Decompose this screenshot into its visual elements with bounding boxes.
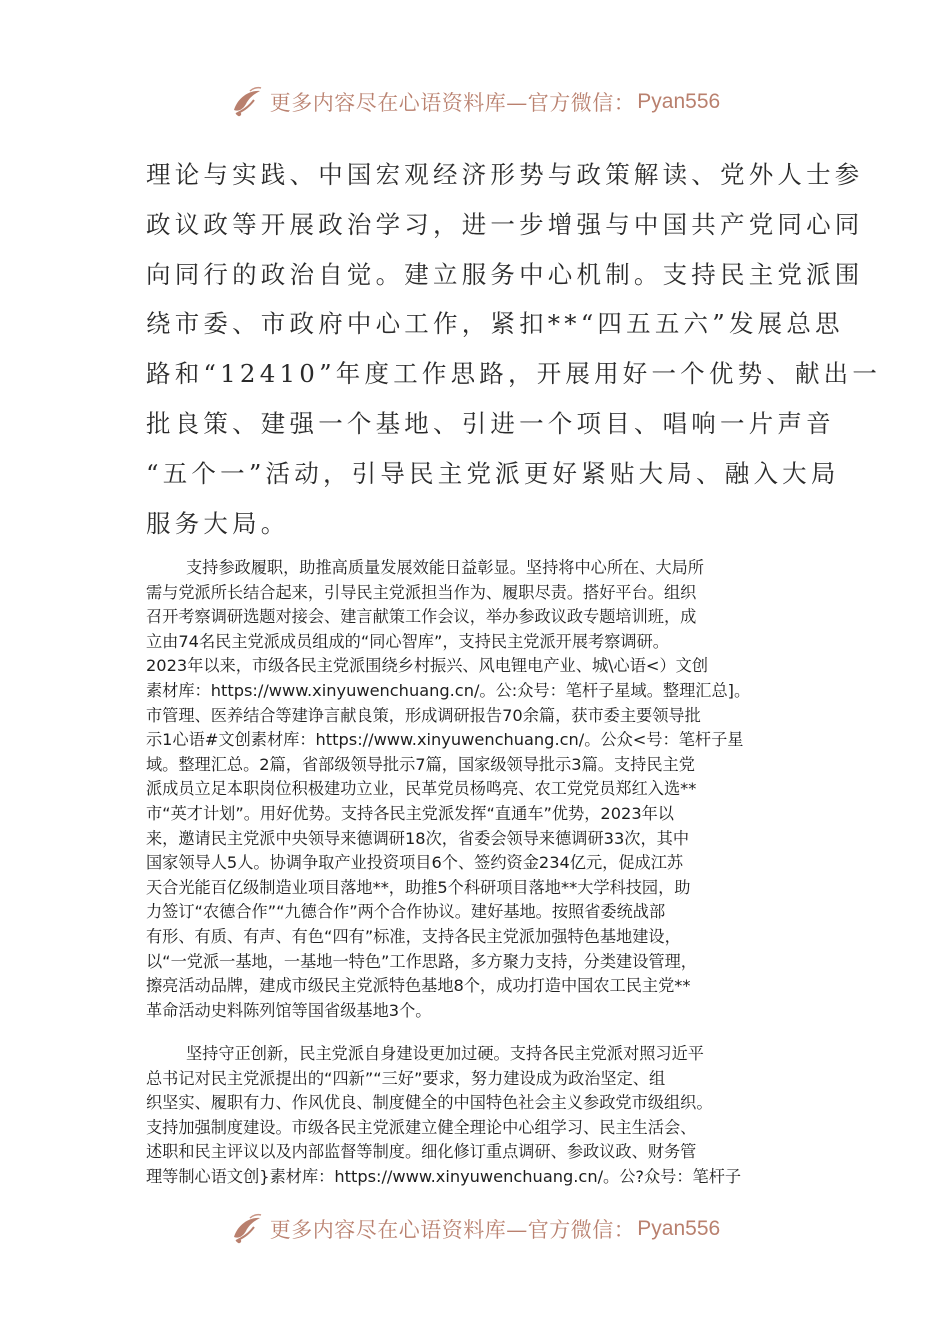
paragraph-line: 理等制心语文创}素材库：https://www.xinyuwenchuang.cn/。公?众号：笔杆子 — [146, 1166, 742, 1186]
paragraph-support-participation — [146, 556, 810, 1023]
pen-logo-icon — [230, 1212, 264, 1246]
paragraph-line: 域。整理汇总。2篇，省部级领导批示7篇，国家级领导批示3篇。支持民主党 — [146, 754, 695, 774]
paragraph-line: 需与党派所长结合起来，引导民主党派担当作为、履职尽责。搭好平台。组织 — [146, 582, 697, 602]
paragraph-line: 立由74名民主党派成员组成的“同心智库”，支持民主党派开展考察调研。 — [146, 631, 669, 651]
paragraph-self-building — [146, 1042, 810, 1190]
intro-line: 路和“12410”年度工作思路，开展用好一个优势、献出一 — [146, 359, 882, 389]
intro-block — [146, 150, 882, 548]
paragraph-line: 2023年以来，市级各民主党派围绕乡村振兴、风电锂电产业、城\心语<）文创 — [146, 656, 709, 676]
intro-line: 政议政等开展政治学习，进一步增强与中国共产党同心同 — [146, 209, 864, 239]
banner-text: 更多内容尽在心语资料库—官方微信： — [269, 1218, 636, 1242]
intro-line: “五个一”活动，引导民主党派更好紧贴大局、融入大局 — [146, 458, 840, 488]
intro-line: 理论与实践、中国宏观经济形势与政策解读、党外人士参 — [146, 160, 864, 189]
footer-banner — [0, 1209, 950, 1249]
paragraph-line: 国家领导人5人。协调争取产业投资项目6个、签约资金234亿元，促成江苏 — [146, 853, 684, 873]
banner-text: 更多内容尽在心语资料库—官方微信： — [269, 91, 636, 115]
paragraph-line: 素材库：https://www.xinyuwenchuang.cn/。公:众号：笔杆子星域。整理汇总]。 — [146, 680, 751, 700]
paragraph-line: 力签订“农德合作”“九德合作”两个合作协议。建好基地。按照省委统战部 — [146, 902, 666, 922]
paragraph-line: 示1心语#文创素材库：https://www.xinyuwenchuang.cn/。公众<号：笔杆子星 — [146, 730, 744, 750]
paragraph-line: 述职和民主评议以及内部监督等制度。细化修订重点调研、参政议政、财务管 — [146, 1142, 697, 1162]
paragraph-line: 织坚实、履职有力、作风优良、制度健全的中国特色社会主义参政党市级组织。 — [146, 1093, 713, 1113]
intro-line: 批良策、建强一个基地、引进一个项目、唱响一片声音 — [146, 408, 835, 438]
intro-line: 绕市委、市政府中心工作，紧扣**“四五五六”发展总思 — [146, 309, 844, 339]
paragraph-line: 召开考察调研选题对接会、建言献策工作会议，举办参政议政专题培训班，成 — [146, 607, 697, 627]
paragraph-line: 来，邀请民主党派中央领导来德调研18次，省委会领导来德调研33次，其中 — [146, 828, 690, 848]
paragraph-line: 市“英才计划”。用好优势。支持各民主党派发挥“直通车”优势，2023年以 — [146, 803, 674, 823]
paragraph-line: 支持参政履职，助推高质量发展效能日益彰显。坚持将中心所在、大局所 — [186, 558, 704, 577]
banner-wechat-id: Pyan556 — [637, 1217, 721, 1240]
paragraph-line: 有形、有质、有声、有色“四有”标准，支持各民主党派加强特色基地建设， — [146, 926, 681, 946]
paragraph-line: 坚持守正创新，民主党派自身建设更加过硬。支持各民主党派对照习近平 — [186, 1044, 704, 1063]
paragraph-line: 派成员立足本职岗位积极建功立业，民革党员杨鸣亮、农工党党员郑红入选** — [146, 779, 697, 799]
paragraph-line: 总书记对民主党派提出的“四新”“三好”要求，努力建设成为政治坚定、组 — [146, 1068, 666, 1088]
intro-line: 向同行的政治自觉。建立服务中心机制。支持民主党派围 — [146, 259, 864, 289]
paragraph-line: 以“一党派一基地，一基地一特色”工作思路，多方聚力支持，分类建设管理， — [146, 951, 697, 971]
banner-wechat-id: Pyan556 — [637, 90, 721, 113]
paragraph-line: 支持加强制度建设。市级各民主党派建立健全理论中心组学习、民主生活会、 — [146, 1117, 697, 1137]
paragraph-line: 市管理、医养结合等建诤言献良策，形成调研报告70余篇，获市委主要领导批 — [146, 705, 701, 725]
paragraph-line: 擦亮活动品牌，建成市级民主党派特色基地8个，成功打造中国农工民主党** — [146, 976, 691, 996]
header-banner — [0, 82, 950, 122]
paragraph-line: 革命活动史料陈列馆等国省级基地3个。 — [146, 1000, 432, 1020]
pen-logo-icon — [230, 85, 264, 119]
paragraph-line: 天合光能百亿级制造业项目落地**，助推5个科研项目落地**大学科技园，助 — [146, 877, 691, 897]
intro-line: 服务大局。 — [146, 508, 290, 538]
